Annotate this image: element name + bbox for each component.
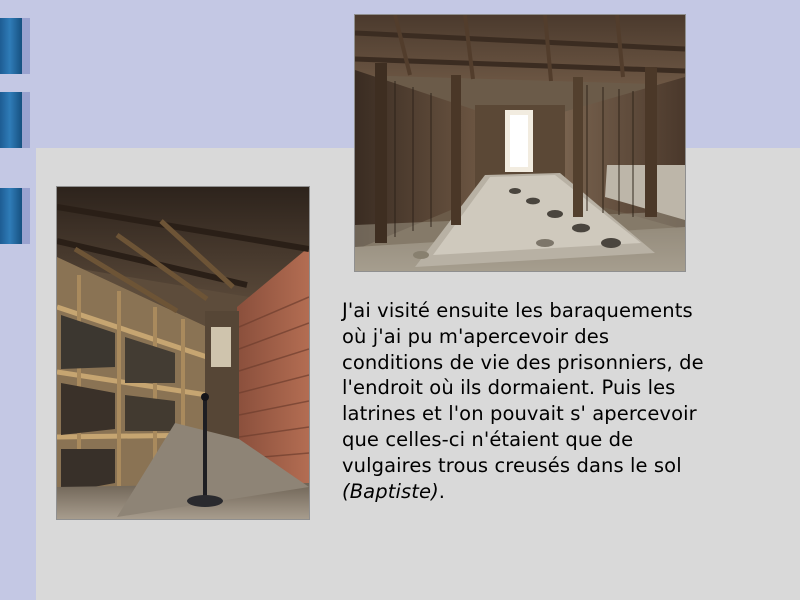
decorative-notch-1 [22,18,30,74]
barracks-latrines-photo [354,14,686,272]
decorative-notch-2 [22,92,30,148]
caption-text [342,298,712,504]
caption-period: . [438,479,446,503]
decorative-notch-3 [22,188,30,244]
barracks-bunks-illustration [57,187,309,519]
decorative-side-strip [0,0,36,600]
barracks-bunks-photo [56,186,310,520]
barracks-latrines-illustration [355,15,685,271]
caption-body: J'ai visité ensuite les baraquements où j'ai pu m'apercevoir des conditions de vie des prisonniers, de l'endroit où ils dormaient. Puis les latrines et l'on pouvait s' apercevoir que celles-ci n'étaient que de vulgaires trous creusés dans le sol [342,299,704,477]
decorative-bar-2 [0,92,22,148]
caption-attribution: (Baptiste) [342,479,439,503]
decorative-bar-3 [0,188,22,244]
decorative-bar-1 [0,18,22,74]
